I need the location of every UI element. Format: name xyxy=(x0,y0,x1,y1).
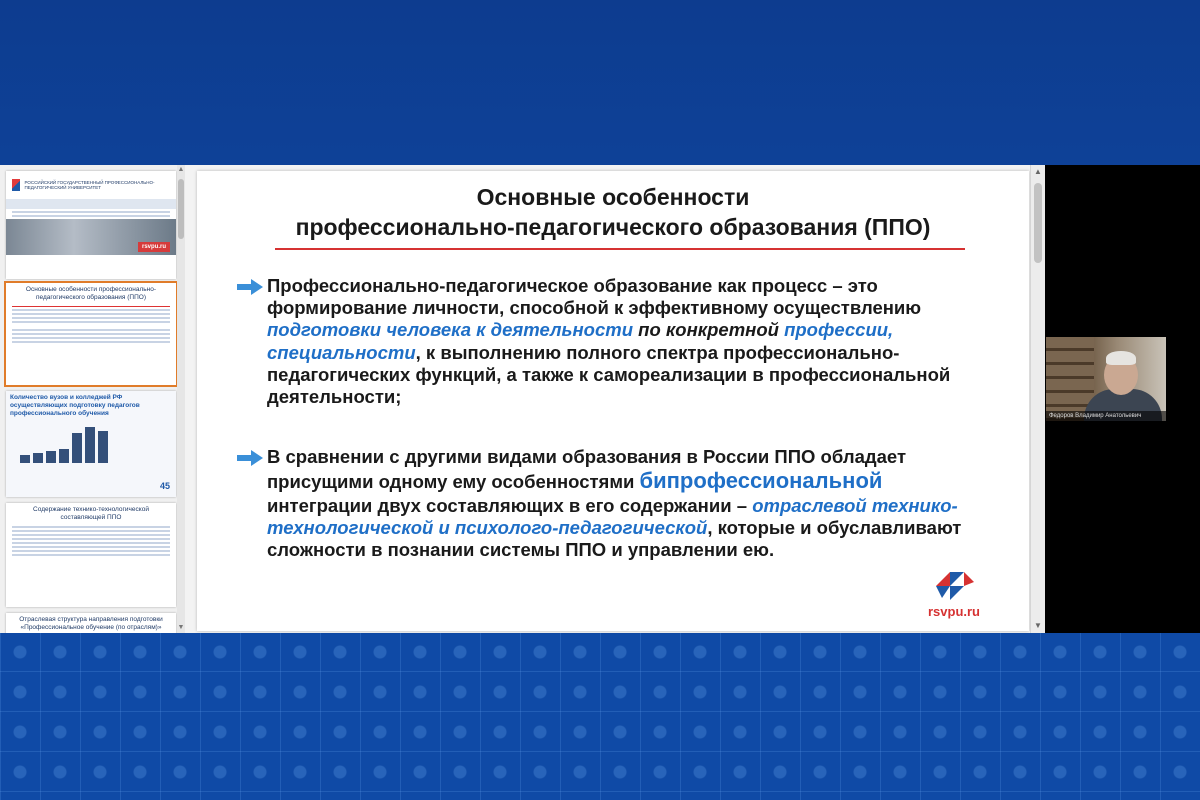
screen-share xyxy=(0,165,1200,633)
thumbnails-scrollbar[interactable] xyxy=(177,165,185,633)
thumbnail-slide-5[interactable] xyxy=(6,613,176,633)
thumb-text-line xyxy=(12,546,170,548)
scroll-up-icon[interactable]: ▲ xyxy=(177,166,185,173)
thumbnail-slide-2-active[interactable] xyxy=(6,283,176,385)
thumb-text-line xyxy=(12,337,170,339)
bullet-1 xyxy=(239,275,974,408)
bullet-2-part-3: , которые и обуславливают сложности в познании системы ППО и управлении ею. xyxy=(267,516,962,560)
slide-title xyxy=(197,183,1029,243)
thumb-title: Количество вузов и колледжей РФ осуществляющих подготовку педагогов профессионального обучения xyxy=(10,394,140,417)
thumb-bar-chart xyxy=(20,423,162,463)
thumb-text-line xyxy=(12,554,170,556)
thumb-text-line xyxy=(12,317,170,319)
university-logo-icon xyxy=(12,179,20,191)
thumb-title-rule xyxy=(12,306,170,307)
thumbnail-slide-4[interactable] xyxy=(6,503,176,607)
scrollbar-thumb[interactable] xyxy=(178,179,184,239)
thumb-text-line xyxy=(12,538,170,540)
bullet-2-highlight-2: отраслевой технико-технологической и психолого-педагогической xyxy=(267,494,958,538)
thumb-url-badge: rsvpu.ru xyxy=(138,242,170,252)
thumb-header xyxy=(6,171,176,199)
thumb-title: Основные особенности профессионально-педагогического образования (ППО) xyxy=(25,286,157,301)
webcam-tile[interactable] xyxy=(1046,337,1166,421)
bullet-arrow-icon xyxy=(237,450,263,466)
participant-name: Федоров Владимир Анатольевич xyxy=(1046,411,1166,421)
bullet-2-part-1: В сравнении с другими видами образования в России ППО обладает присущими одному ему особенностями xyxy=(267,446,906,493)
thumb-text-line xyxy=(12,542,170,544)
logo-url: rsvpu.ru xyxy=(927,604,980,619)
thumbnail-slide-1[interactable] xyxy=(6,171,176,279)
bullet-1-part-3: , к выполнению полного спектра профессионально-педагогических функций, а также к самореализации в профессиональной деятельности; xyxy=(267,341,951,407)
thumbnail-slide-3[interactable] xyxy=(6,391,176,497)
thumb-text-line xyxy=(12,530,170,532)
bullet-arrow-icon xyxy=(237,279,263,295)
thumb-photo xyxy=(6,219,176,255)
slide-vertical-scrollbar[interactable] xyxy=(1030,165,1045,633)
bullet-1-highlight-1: подготовки человека к деятельности xyxy=(267,319,634,341)
background-pattern xyxy=(0,632,1200,800)
thumb-text-line xyxy=(12,309,170,311)
thumb-text-line xyxy=(12,526,170,528)
thumb-band xyxy=(6,199,176,209)
speaker-hair xyxy=(1106,351,1136,365)
bullet-1-part-1: Профессионально-педагогическое образование как процесс – это формирование личности, способной к эффективному осуществлению xyxy=(267,275,922,319)
bullet-2 xyxy=(239,446,974,561)
rsvpu-logo-icon xyxy=(932,568,976,602)
thumb-text-line xyxy=(12,550,170,552)
thumb-text-line xyxy=(12,534,170,536)
thumb-text-line xyxy=(12,321,170,323)
slide-title-line-1: Основные особенности xyxy=(476,184,750,210)
bullet-2-part-2: интеграции двух составляющих в его содержании – xyxy=(267,494,753,516)
bullet-1-text xyxy=(267,275,974,408)
thumb-title: Содержание технико-технологической составляющей ППО xyxy=(33,506,149,521)
thumb-text-line xyxy=(12,215,170,217)
scroll-down-icon[interactable]: ▼ xyxy=(177,624,185,631)
bullet-1-highlight-2: профессии, специальности xyxy=(267,319,894,363)
thumb-anniversary-badge: 45 xyxy=(159,481,170,491)
bullet-1-part-2: по конкретной xyxy=(633,319,785,341)
thumb-title: Отраслевая структура направления подготовки «Профессиональное обучение (по отраслям)» xyxy=(19,616,163,631)
scrollbar-thumb[interactable] xyxy=(1034,183,1042,263)
rsvpu-logo xyxy=(923,568,985,619)
thumb-text-line xyxy=(12,341,170,343)
thumb-text-line xyxy=(12,313,170,315)
scroll-up-icon[interactable]: ▲ xyxy=(1034,167,1042,176)
thumb-university-name: РОССИЙСКИЙ ГОСУДАРСТВЕННЫЙ ПРОФЕССИОНАЛЬНО-ПЕДАГОГИЧЕСКИЙ УНИВЕРСИТЕТ xyxy=(24,179,155,190)
thumb-text-line xyxy=(12,329,170,331)
slide-title-line-2: профессионально-педагогического образования (ППО) xyxy=(295,213,931,240)
thumb-text-line xyxy=(12,211,170,213)
scroll-down-icon[interactable]: ▼ xyxy=(1034,621,1042,630)
bullet-2-highlight-1: бипрофессиональной xyxy=(639,468,883,494)
slide-editor-area xyxy=(185,165,1045,633)
slide-thumbnails-panel[interactable] xyxy=(0,165,186,633)
thumb-text-line xyxy=(12,333,170,335)
bullet-2-text xyxy=(267,446,974,561)
title-underline xyxy=(275,248,965,250)
current-slide xyxy=(197,171,1029,631)
